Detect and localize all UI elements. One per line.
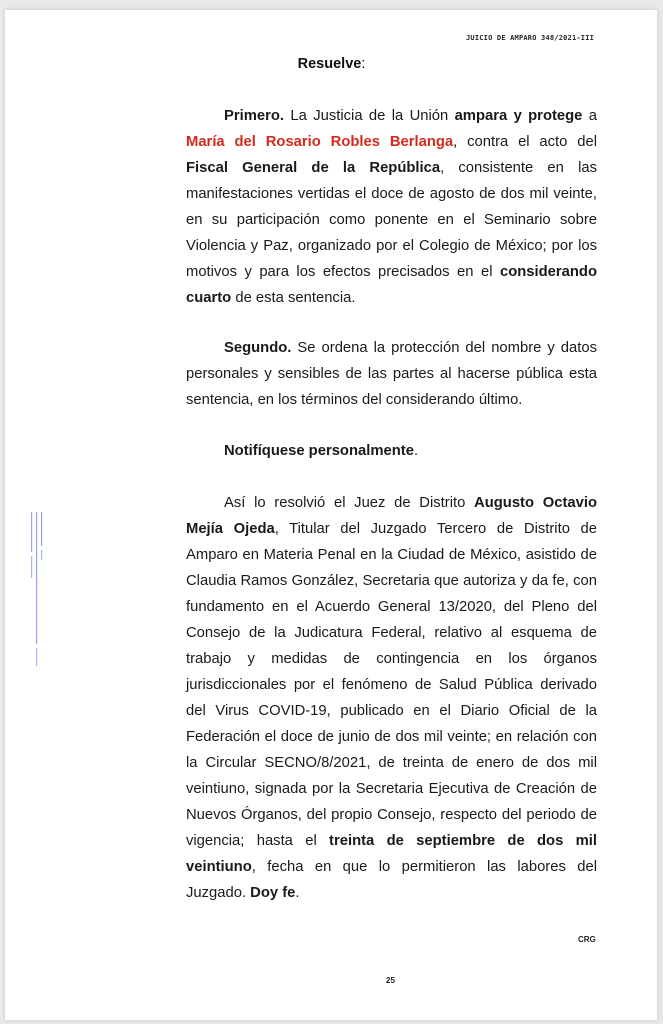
paragraph-primero [186, 103, 597, 311]
primero-text-2: a [582, 108, 598, 124]
segundo-lead: Segundo. [224, 340, 292, 356]
paragraph-resolvio [186, 490, 597, 906]
primero-bold-1: ampara y protege [454, 108, 583, 124]
paragraph-notifiquese [186, 438, 597, 464]
primero-text-5: de esta sentencia. [231, 290, 356, 306]
primero-text-1: La Justicia de la Unión [284, 108, 455, 124]
judge-name: Augusto Octavio Mejía Ojeda [186, 495, 597, 537]
signature-stamp-graphic [28, 510, 48, 670]
resolvio-text-3: , fecha en que lo permitieron las labores del Juzgado. [186, 859, 597, 901]
primero-bold-2: Fiscal General de la República [186, 160, 441, 176]
case-header: JUICIO DE AMPARO 348/2021-III [466, 34, 595, 42]
electronic-signature-stamp [28, 510, 48, 670]
resolvio-text-1: Así lo resolvió el Juez de Distrito [224, 495, 475, 511]
primero-lead: Primero. [224, 108, 285, 124]
segundo-text: Se ordena la protección del nombre y datos personales y sensibles de las partes al hacerse pública esta sentencia, en los términos del considerando último. [186, 340, 597, 408]
heading-colon: : [361, 56, 366, 72]
petitioner-name: María del Rosario Robles Berlanga [186, 134, 454, 150]
page-number: 25 [386, 976, 395, 985]
resolution-heading [0, 56, 663, 72]
notifiquese-suffix: . [413, 443, 419, 459]
notifiquese-text: Notifíquese personalmente [224, 443, 414, 459]
primero-bold-3: considerando cuarto [186, 264, 597, 306]
resolvio-text-2: , Titular del Juzgado Tercero de Distrito de Amparo en Materia Penal en la Ciudad de México, asistido de Claudia Ramos González, Secretaria que autoriza y da fe, con fundamento en el Acuerdo General 13/2020, del Pleno del Consejo de la Judicatura Federal, relativo al esquema de trabajo y medidas de contingencia en los órganos jurisdiccionales por el fenómeno de Salud Pública derivado del Virus COVID-19, publicado en el Diario Oficial de la Federación el doce de junio de dos mil veinte; en relación con la Circular SECNO/8/2021, de treinta de enero de dos mil veintiuno, signada por la Secretaria Ejecutiva de Creación de Nuevos Órganos, del propio Consejo, respecto del periodo de vigencia; hasta el [186, 521, 597, 849]
heading-text: Resuelve [297, 56, 362, 72]
paragraph-segundo [186, 335, 597, 413]
resolvio-text-4: . [295, 885, 300, 901]
secretary-initials: CRG [578, 935, 596, 944]
primero-text-4: , consistente en las manifestaciones vertidas el doce de agosto de dos mil veinte, en su participación como ponente en el Seminario sobre Violencia y Paz, organizado por el Colegio de México; por los motivos y para los efectos precisados en el [186, 160, 597, 280]
doy-fe: Doy fe [250, 885, 296, 901]
resolvio-bold-date: treinta de septiembre de dos mil veintiuno [186, 833, 597, 875]
primero-text-3: , contra el acto del [453, 134, 597, 150]
